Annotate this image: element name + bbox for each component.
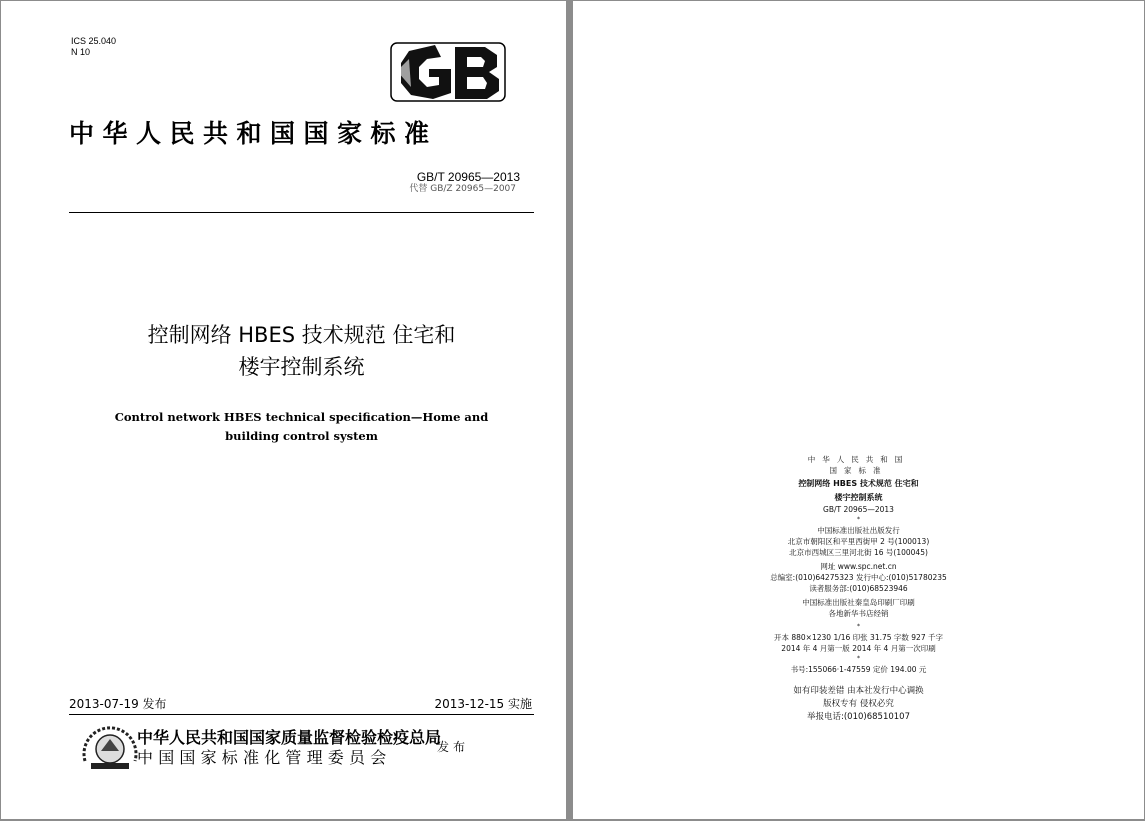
- issuing-authority: [137, 728, 441, 768]
- issuer-line1: 中华人民共和国国家质量监督检验检疫总局: [137, 728, 442, 747]
- colophon-title-line1: 控制网络 HBES 技术规范 住宅和: [798, 479, 919, 488]
- colophon-address-1: 北京市朝阳区和平里西街甲 2 号(100013): [787, 537, 930, 546]
- standard-number: GB/T 20965—2013: [416, 170, 520, 184]
- colophon-website: 网址 www.spc.net.cn: [820, 562, 897, 571]
- replaces-note: 代替 GB/Z 20965—2007: [409, 184, 516, 194]
- issuer-line2: 中国国家标准化管理委员会: [137, 748, 392, 767]
- colophon-national-standard: 国家标准: [829, 466, 888, 475]
- classification-codes: [71, 36, 116, 58]
- emblem-icon: [79, 721, 141, 771]
- colophon-book-number: 书号:155066·1-47559 定价 194.00 元: [790, 665, 927, 674]
- colophon: [573, 454, 1144, 724]
- colophon-notice-1: 如有印装差错 由本社发行中心调换: [793, 686, 924, 696]
- colophon-page: [573, 1, 1144, 819]
- colophon-number: GB/T 20965—2013: [823, 505, 894, 514]
- cover-page: [1, 1, 566, 819]
- ccs-code: N 10: [71, 47, 91, 57]
- ics-code: ICS 25.040: [71, 36, 117, 46]
- standard-category-title: 中华人民共和国国家标准: [69, 119, 438, 148]
- chinese-title-line2: 楼宇控制系统: [238, 355, 365, 379]
- gb-logo: [389, 39, 507, 105]
- colophon-printer: 中国标准出版社秦皇岛印刷厂印刷: [802, 598, 915, 607]
- english-title-line2: building control system: [225, 429, 378, 443]
- chinese-title: [69, 319, 534, 383]
- colophon-title-line2: 楼宇控制系统: [834, 493, 883, 502]
- english-title-line1: Control network HBES technical specification—Home and: [114, 410, 489, 424]
- issue-label: 发布: [437, 740, 470, 754]
- divider: [69, 212, 534, 213]
- implement-date: 2013-12-15 实施: [434, 697, 532, 711]
- separator-star: *: [857, 655, 860, 662]
- colophon-notice-2: 版权专有 侵权必究: [823, 699, 894, 709]
- colophon-distributor: 各地新华书店经销: [828, 609, 889, 618]
- colophon-phone-1: 总编室:(010)64275323 发行中心:(010)51780235: [770, 573, 947, 582]
- colophon-country: 中华人民共和国: [807, 455, 910, 464]
- colophon-address-2: 北京市西城区三里河北街 16 号(100045): [789, 548, 928, 557]
- colophon-publisher: 中国标准出版社出版发行: [817, 526, 900, 535]
- english-title: [69, 408, 534, 446]
- colophon-format: 开本 880×1230 1/16 印张 31.75 字数 927 千字: [773, 633, 943, 642]
- chinese-title-line1: 控制网络 HBES 技术规范 住宅和: [147, 323, 456, 347]
- divider: [69, 714, 534, 715]
- colophon-phone-2: 读者服务部:(010)68523946: [809, 584, 908, 593]
- publish-date: 2013-07-19 发布: [69, 697, 167, 711]
- colophon-edition: 2014 年 4 月第一版 2014 年 4 月第一次印刷: [781, 644, 936, 653]
- colophon-notice-3: 举报电话:(010)68510107: [807, 712, 910, 722]
- separator-star: *: [857, 516, 860, 523]
- separator-star: *: [857, 623, 860, 630]
